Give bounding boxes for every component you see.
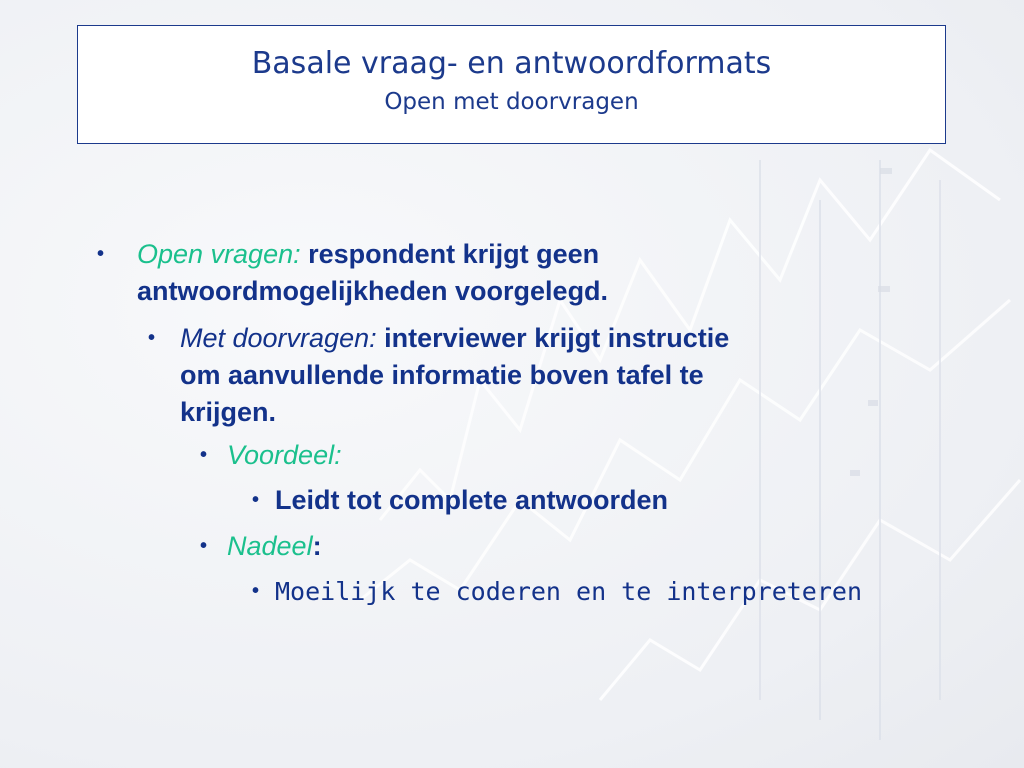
page-title: Basale vraag- en antwoordformats bbox=[251, 46, 772, 81]
open-questions-text-line2: antwoordmogelijkheden voorgelegd. bbox=[137, 276, 609, 306]
term-disadvantage: Nadeel bbox=[227, 531, 313, 561]
bullet-open-questions bbox=[97, 236, 797, 310]
page-subtitle: Open met doorvragen bbox=[384, 89, 639, 115]
follow-up-text-line3: krijgen. bbox=[180, 397, 277, 427]
bullet-follow-up bbox=[148, 320, 908, 431]
term-disadvantage-colon: : bbox=[312, 531, 322, 561]
term-advantage: Voordeel: bbox=[227, 440, 342, 470]
bullet-marker: • bbox=[252, 489, 260, 511]
bullet-advantage bbox=[200, 437, 600, 474]
open-questions-text-line1: respondent krijgt geen bbox=[308, 239, 600, 269]
bullet-marker: • bbox=[200, 444, 208, 466]
bullet-marker: • bbox=[148, 327, 156, 349]
term-open-questions: Open vragen: bbox=[137, 239, 301, 269]
follow-up-text-line1: interviewer krijgt instructie bbox=[384, 323, 730, 353]
term-follow-up: Met doorvragen: bbox=[180, 323, 377, 353]
title-box bbox=[77, 25, 946, 144]
bullet-advantage-item bbox=[252, 482, 852, 519]
bullet-disadvantage-item bbox=[252, 573, 932, 610]
bullet-disadvantage bbox=[200, 528, 600, 565]
follow-up-text-line2: om aanvullende informatie boven tafel te bbox=[180, 360, 704, 390]
bullet-marker: • bbox=[200, 535, 208, 557]
bullet-marker: • bbox=[97, 243, 105, 265]
bullet-marker: • bbox=[252, 580, 260, 602]
advantage-item-text: Leidt tot complete antwoorden bbox=[275, 485, 669, 515]
disadvantage-item-text: Moeilijk te coderen en te interpreteren bbox=[275, 577, 862, 606]
